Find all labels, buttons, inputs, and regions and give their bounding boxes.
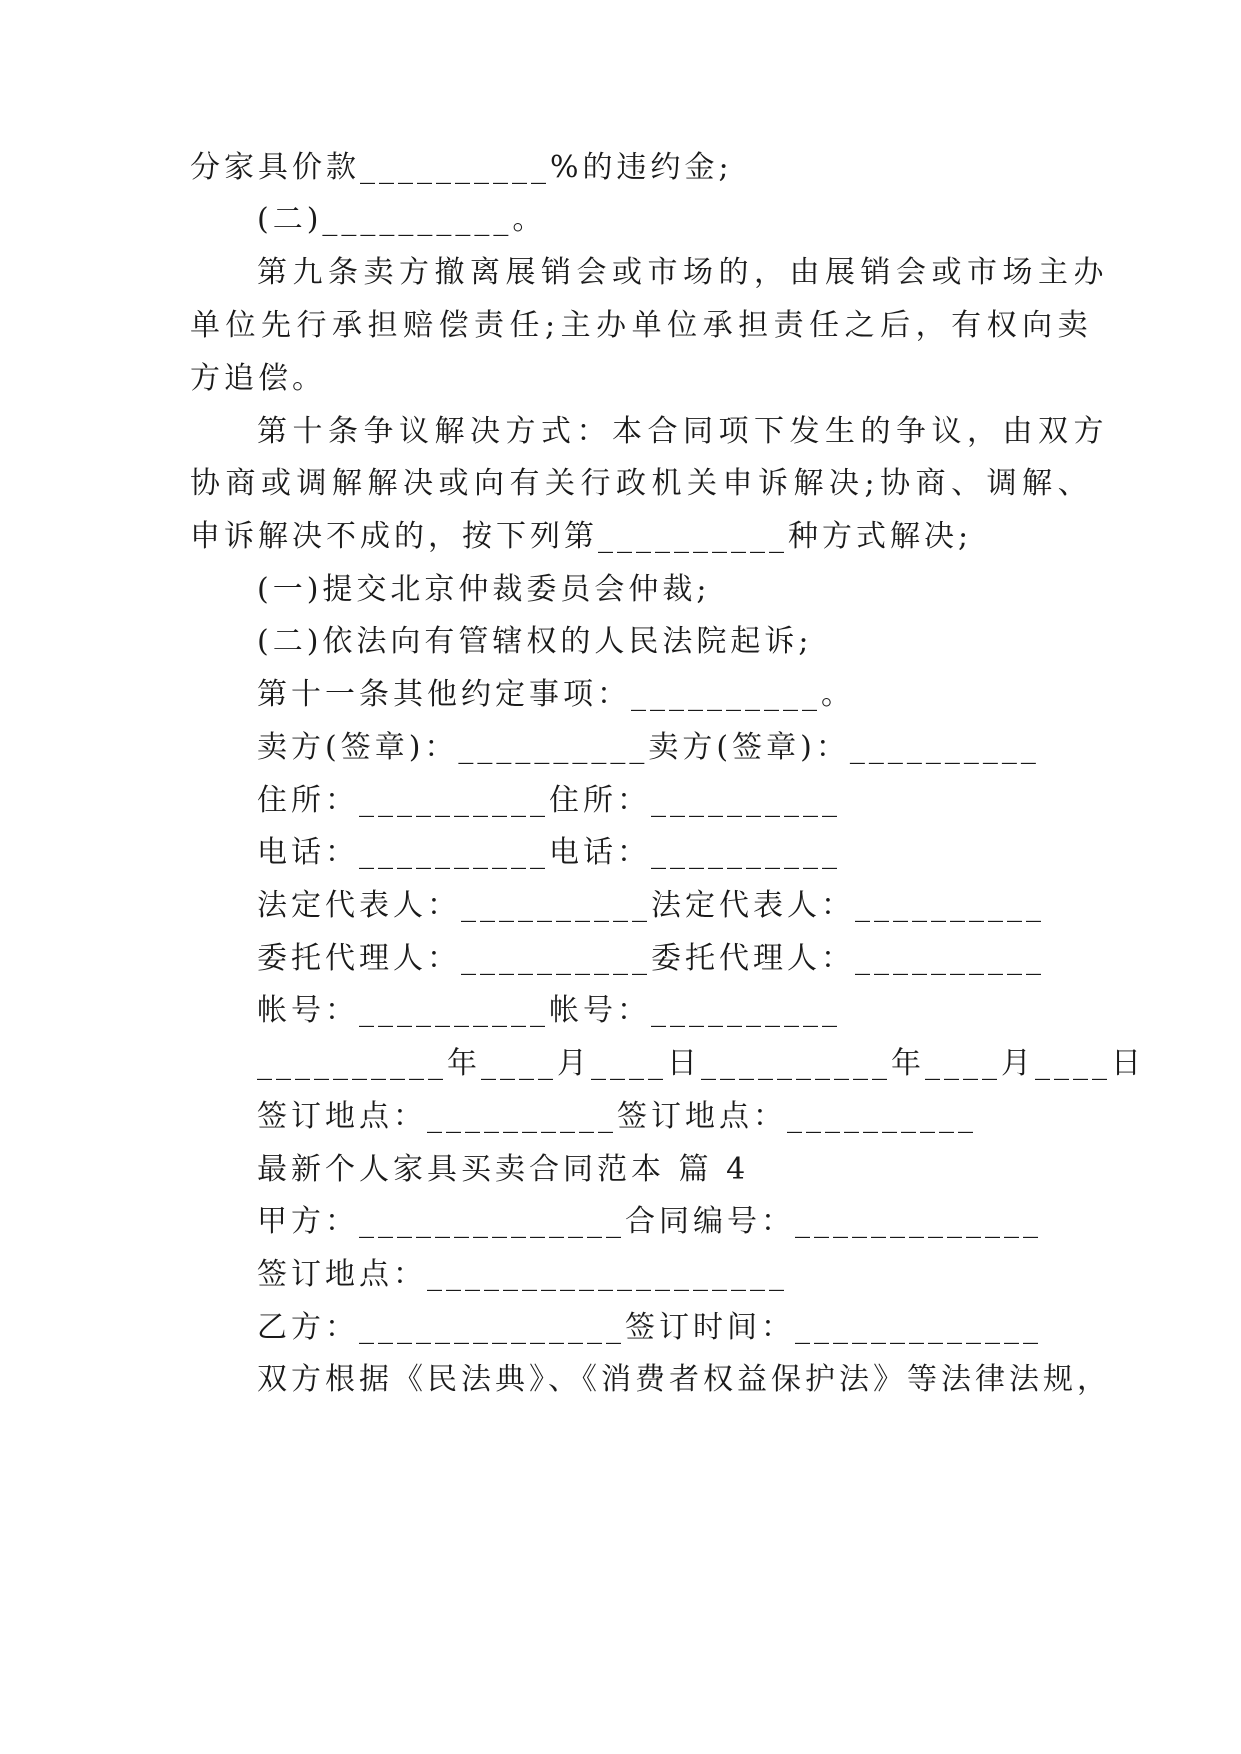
text-line: 第九条卖方撤离展销会或市场的，由展销会或市场主办 <box>257 255 1109 290</box>
text-line: 签订地点：__________签订地点：__________ <box>257 1099 977 1134</box>
text-line: (一)提交北京仲裁委员会仲裁; <box>257 572 711 607</box>
text-line: 委托代理人：__________委托代理人：__________ <box>257 941 1045 976</box>
text-line: 签订地点：___________________ <box>257 1257 788 1292</box>
text-line: 帐号：__________帐号：__________ <box>257 993 841 1028</box>
text-line: 第十一条其他约定事项：__________。 <box>257 677 855 712</box>
text-line: (二)依法向有管辖权的人民法院起诉; <box>257 624 813 659</box>
text-line: 法定代表人：__________法定代表人：__________ <box>257 888 1045 923</box>
text-line: 双方根据《民法典》、《消费者权益保护法》等法律法规， <box>257 1362 1111 1397</box>
section-heading: 最新个人家具买卖合同范本 篇 4 <box>257 1152 750 1187</box>
text-line: 申诉解决不成的，按下列第__________种方式解决; <box>190 519 973 554</box>
text-line: __________年____月____日__________年____月____日 <box>257 1046 1145 1081</box>
text-line: 乙方：______________签订时间：_____________ <box>257 1310 1042 1345</box>
text-line: 方追偿。 <box>190 361 326 396</box>
text-line: 卖方(签章)：__________卖方(签章)：__________ <box>257 730 1040 765</box>
text-line: 分家具价款__________%的违约金; <box>190 150 733 185</box>
text-line: 电话：__________电话：__________ <box>257 835 841 870</box>
text-line: (二)__________。 <box>257 202 547 237</box>
text-line: 甲方：______________合同编号：_____________ <box>257 1204 1042 1239</box>
text-line: 住所：__________住所：__________ <box>257 783 841 818</box>
text-line: 协商或调解解决或向有关行政机关申诉解决;协商、调解、 <box>190 466 1094 501</box>
text-line: 第十条争议解决方式：本合同项下发生的争议，由双方 <box>257 414 1109 449</box>
text-line: 单位先行承担赔偿责任;主办单位承担责任之后，有权向卖 <box>190 308 1094 343</box>
